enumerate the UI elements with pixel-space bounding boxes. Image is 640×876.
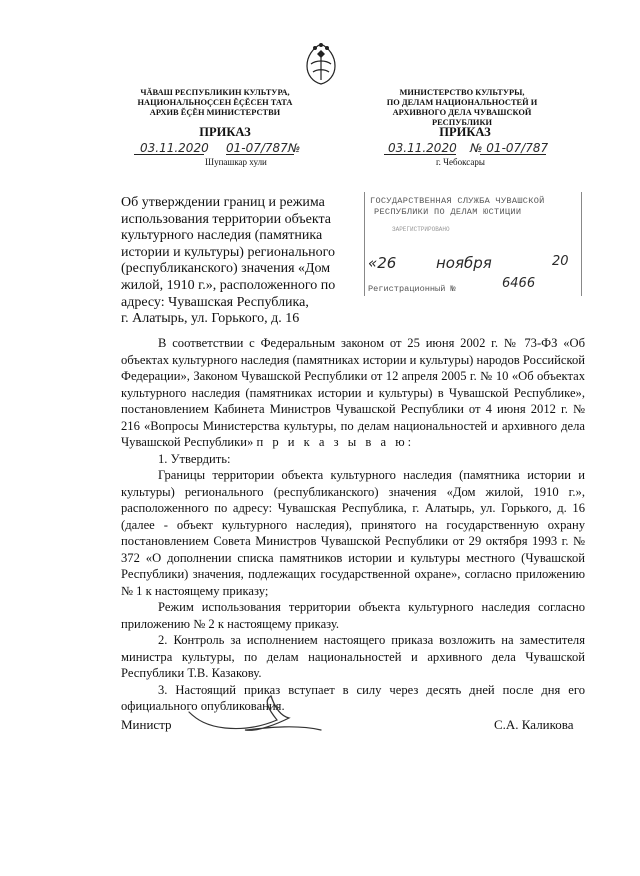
document-subject [121,195,353,328]
org-name-russian [362,88,562,128]
order-title-left: ПРИКАЗ [199,125,251,139]
org-name-chuvash [130,88,300,118]
signatory-role: Министр [121,717,172,732]
order-body [121,335,585,715]
subject-line: культурного наследия (памятника [121,228,323,244]
body-paragraph: Режим использования территории объекта культурного наследия согласно приложению № 2 к настоящему приказу. [121,600,585,631]
signatory-name: С.А. Каликова [494,717,574,732]
body-text: В соответствии с Федеральным законом от 25 июня 2002 г. № 73-ФЗ «Об объектах культурного наследия (памятниках истории и культуры) народов Российской Федерации», Законом Чувашской Республики от 12 апреля 2005 г. № 10 «Об объектах культурного наследия (памятниках истории и культуры) в Чувашской Республике», постановлением Кабинета Министров Чувашской Республики от 4 июня 2012 г. № 216 «Вопросы Министерства культуры, по делам национальностей и архивного дела Чувашской Республики» [121,336,585,449]
stamp-month: ноября [436,254,492,272]
date-underline-left [134,154,204,155]
body-paragraph: 3. Настоящий приказ вступает в силу через десять дней после дня его официального опубликования. [121,682,585,713]
order-date-right: 03.11.2020 [388,141,457,155]
org-name-line: МИНИСТЕРСТВО КУЛЬТУРЫ, [399,88,525,97]
number-underline-left [226,154,294,155]
order-number-left: 01-07/787№ [226,141,301,155]
subject-line: адресу: Чувашская Республика, [121,294,309,310]
subject-line: истории и культуры) регионального [121,244,335,260]
body-paragraph [121,335,585,451]
stamp-day: «26 [368,254,397,272]
subject-line: (республиканского) значения «Дом [121,261,331,277]
order-number-right: № 01-07/787 [470,141,549,155]
stamp-reg-number: 6466 [502,276,536,291]
body-paragraph: Границы территории объекта культурного наследия (памятника истории и культуры) регионального (республиканского) значения «Дом жилой, 1910 г.», расположенного по адресу: Чувашская Республика, г. Алатырь, ул. Горького, д. 16 (далее - объект культурного наследия), принятого на государственную охрану постановлением Совета Министров Чувашской Республики от 29 октября 1993 г. № 372 «О дополнении списка памятников истории и культуры местного (Чувашской Республики) значения, подлежащих государственной охране», согласно приложению № 1 к настоящему приказу; [121,468,585,598]
org-name-line: ПО ДЕЛАМ НАЦИОНАЛЬНОСТЕЙ И [386,98,538,107]
stamp-bracket [575,192,582,296]
stamp-year: 20 [552,254,569,269]
stamp-reg-label: Регистрационный № [368,284,456,294]
org-name-line: ЧĂВАШ РЕСПУБЛИКИН КУЛЬТУРА, [140,88,290,97]
order-word: п р и к а з ы в а ю: [256,435,415,449]
stamp-line: ЗАРЕГИСТРИРОВАНО [392,226,450,233]
subject-line: Об утверждении границ и режима [121,195,325,210]
number-underline-right [480,154,546,155]
org-name-line: АРХИВ ĔÇĔН МИНИСТЕРСТВИ [149,108,281,117]
handwritten-signature [185,690,325,738]
body-paragraph: 2. Контроль за исполнением настоящего приказа возложить на заместителя министра культуры, по делам национальностей и архивного дела Чувашской Республики Т.В. Казакову. [121,633,585,680]
subject-line: г. Алатырь, ул. Горького, д. 16 [121,311,300,327]
subject-line: жилой, 1910 г.», расположенного по [121,277,336,293]
org-name-line: НАЦИОНАЛЬНОÇСЕН ĔÇĔСЕН ТАТА [137,98,293,107]
stamp-bracket [364,192,371,296]
order-date-left: 03.11.2020 [140,141,209,155]
city-left: Шупашкар хули [205,157,267,167]
stamp-line: РЕСПУБЛИКИ ПО ДЕЛАМ ЮСТИЦИИ [374,207,522,217]
city-right: г. Чебоксары [436,157,485,167]
body-paragraph: 1. Утвердить: [158,451,231,466]
subject-line: использования территории объекта [121,211,331,227]
date-underline-right [384,154,456,155]
stamp-line: ГОСУДАРСТВЕННАЯ СЛУЖБА ЧУВАШСКОЙ [370,196,545,206]
coat-of-arms-emblem [299,40,343,86]
registration-stamp [362,190,584,302]
org-name-line: АРХИВНОГО ДЕЛА ЧУВАШСКОЙ РЕСПУБЛИКИ [392,108,532,127]
order-title-right: ПРИКАЗ [439,125,491,139]
